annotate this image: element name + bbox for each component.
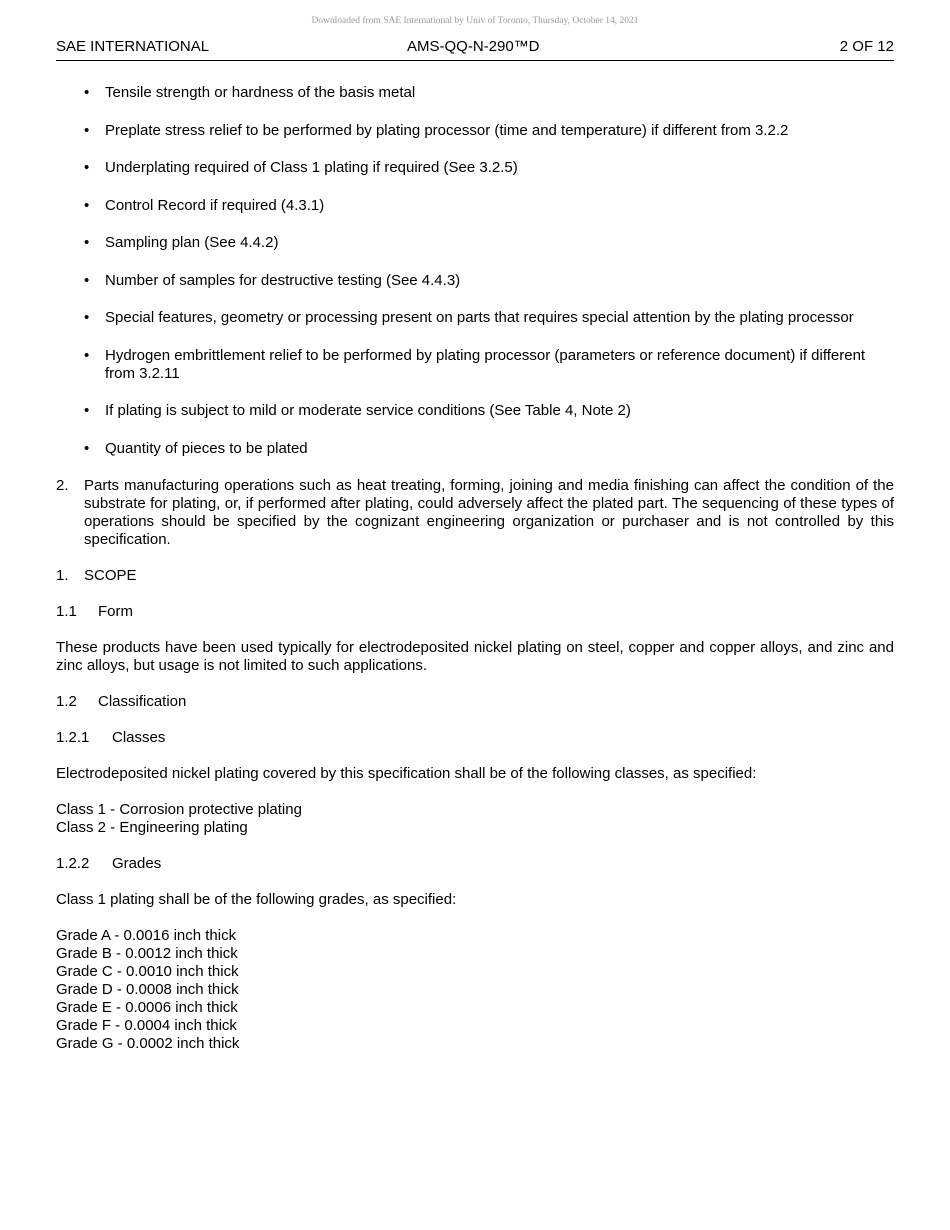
note-2 — [56, 477, 894, 549]
list-item — [56, 159, 894, 177]
section-number: 1.2.1 — [56, 729, 90, 746]
section-1-2-1-text: Electrodeposited nickel plating covered by this specification shall be of the following classes, as specified: — [56, 765, 757, 782]
list-item: Grade E - 0.0006 inch thick — [56, 999, 238, 1016]
list-item: Grade C - 0.0010 inch thick — [56, 963, 239, 980]
list-item: Grade A - 0.0016 inch thick — [56, 927, 237, 944]
bullet-icon: • — [84, 121, 90, 139]
bullet-icon: • — [84, 439, 90, 457]
section-1-2-2-text: Class 1 plating shall be of the following grades, as specified: — [56, 891, 457, 908]
section-title: Form — [98, 603, 133, 620]
list-item — [56, 440, 894, 458]
section-title: SCOPE — [84, 567, 137, 584]
section-title: Classes — [112, 729, 166, 746]
list-item-text: Preplate stress relief to be performed by plating processor (time and temperature) if different from 3.2.2 — [105, 121, 789, 139]
list-item — [56, 402, 894, 420]
section-1-1-heading — [56, 603, 894, 621]
list-item — [56, 272, 894, 290]
bullet-icon: • — [84, 402, 90, 419]
download-watermark: Downloaded from SAE International by Univ of Toronto, Thursday, October 14, 2021 — [311, 16, 639, 26]
list-item-text: Number of samples for destructive testing (See 4.4.3) — [105, 271, 461, 289]
classes-list — [56, 801, 894, 837]
note-number: 2. — [56, 477, 69, 494]
section-1-2-1-heading — [56, 729, 894, 747]
section-1-1-text: These products have been used typically for electrodeposited nickel plating on steel, copper and copper alloys, and zinc and zinc alloys, but usage is not limited to such applications. — [56, 639, 894, 674]
header-document-number: AMS-QQ-N-290™D — [407, 38, 540, 55]
bullet-icon: • — [84, 196, 90, 214]
list-item — [56, 234, 894, 252]
list-item — [56, 347, 894, 383]
ordering-info-list — [56, 84, 894, 458]
page-header — [56, 38, 894, 61]
list-item: Class 2 - Engineering plating — [56, 819, 248, 836]
document-body — [56, 84, 894, 1071]
section-title: Classification — [98, 693, 187, 710]
list-item-text: Hydrogen embrittlement relief to be performed by plating processor (parameters or reference document) if different from 3.2.11 — [105, 346, 866, 382]
bullet-icon: • — [84, 234, 90, 251]
list-item — [56, 309, 894, 327]
list-item — [56, 197, 894, 215]
list-item-text: Underplating required of Class 1 plating if required (See 3.2.5) — [105, 159, 518, 176]
list-item: Grade G - 0.0002 inch thick — [56, 1035, 240, 1052]
list-item — [56, 122, 894, 140]
section-1-2-heading — [56, 693, 894, 711]
bullet-icon: • — [84, 84, 90, 101]
list-item-text: If plating is subject to mild or moderate service conditions (See Table 4, Note 2) — [105, 402, 631, 419]
section-title: Grades — [112, 855, 162, 872]
list-item-text: Tensile strength or hardness of the basis metal — [105, 84, 416, 101]
bullet-icon: • — [84, 309, 90, 326]
grades-list — [56, 927, 894, 1053]
note-text: Parts manufacturing operations such as heat treating, forming, joining and media finishing can affect the condition of the substrate for plating, or, if performed after plating, could adversely affect the plated part. The sequencing of these types of operations should be specified by the cognizant engineering organization or purchaser and is not controlled by this specification. — [84, 477, 894, 548]
list-item: Grade D - 0.0008 inch thick — [56, 981, 239, 998]
section-1-2-2-heading — [56, 855, 894, 873]
list-item-text: Sampling plan (See 4.4.2) — [105, 234, 279, 251]
section-1-heading — [56, 567, 894, 585]
list-item-text: Special features, geometry or processing present on parts that requires special attention by the plating processor — [105, 309, 854, 326]
section-number: 1.1 — [56, 603, 77, 620]
list-item: Grade F - 0.0004 inch thick — [56, 1017, 237, 1034]
list-item-text: Control Record if required (4.3.1) — [105, 196, 325, 214]
section-number: 1.2.2 — [56, 855, 90, 872]
list-item — [56, 84, 894, 102]
bullet-icon: • — [84, 159, 90, 176]
list-item: Grade B - 0.0012 inch thick — [56, 945, 238, 962]
bullet-icon: • — [84, 346, 90, 364]
list-item: Class 1 - Corrosion protective plating — [56, 801, 302, 818]
header-organization: SAE INTERNATIONAL — [56, 38, 210, 55]
bullet-icon: • — [84, 271, 90, 289]
list-item-text: Quantity of pieces to be plated — [105, 439, 308, 457]
section-number: 1. — [56, 567, 69, 584]
section-number: 1.2 — [56, 693, 77, 710]
header-page-number: 2 OF 12 — [839, 38, 894, 55]
